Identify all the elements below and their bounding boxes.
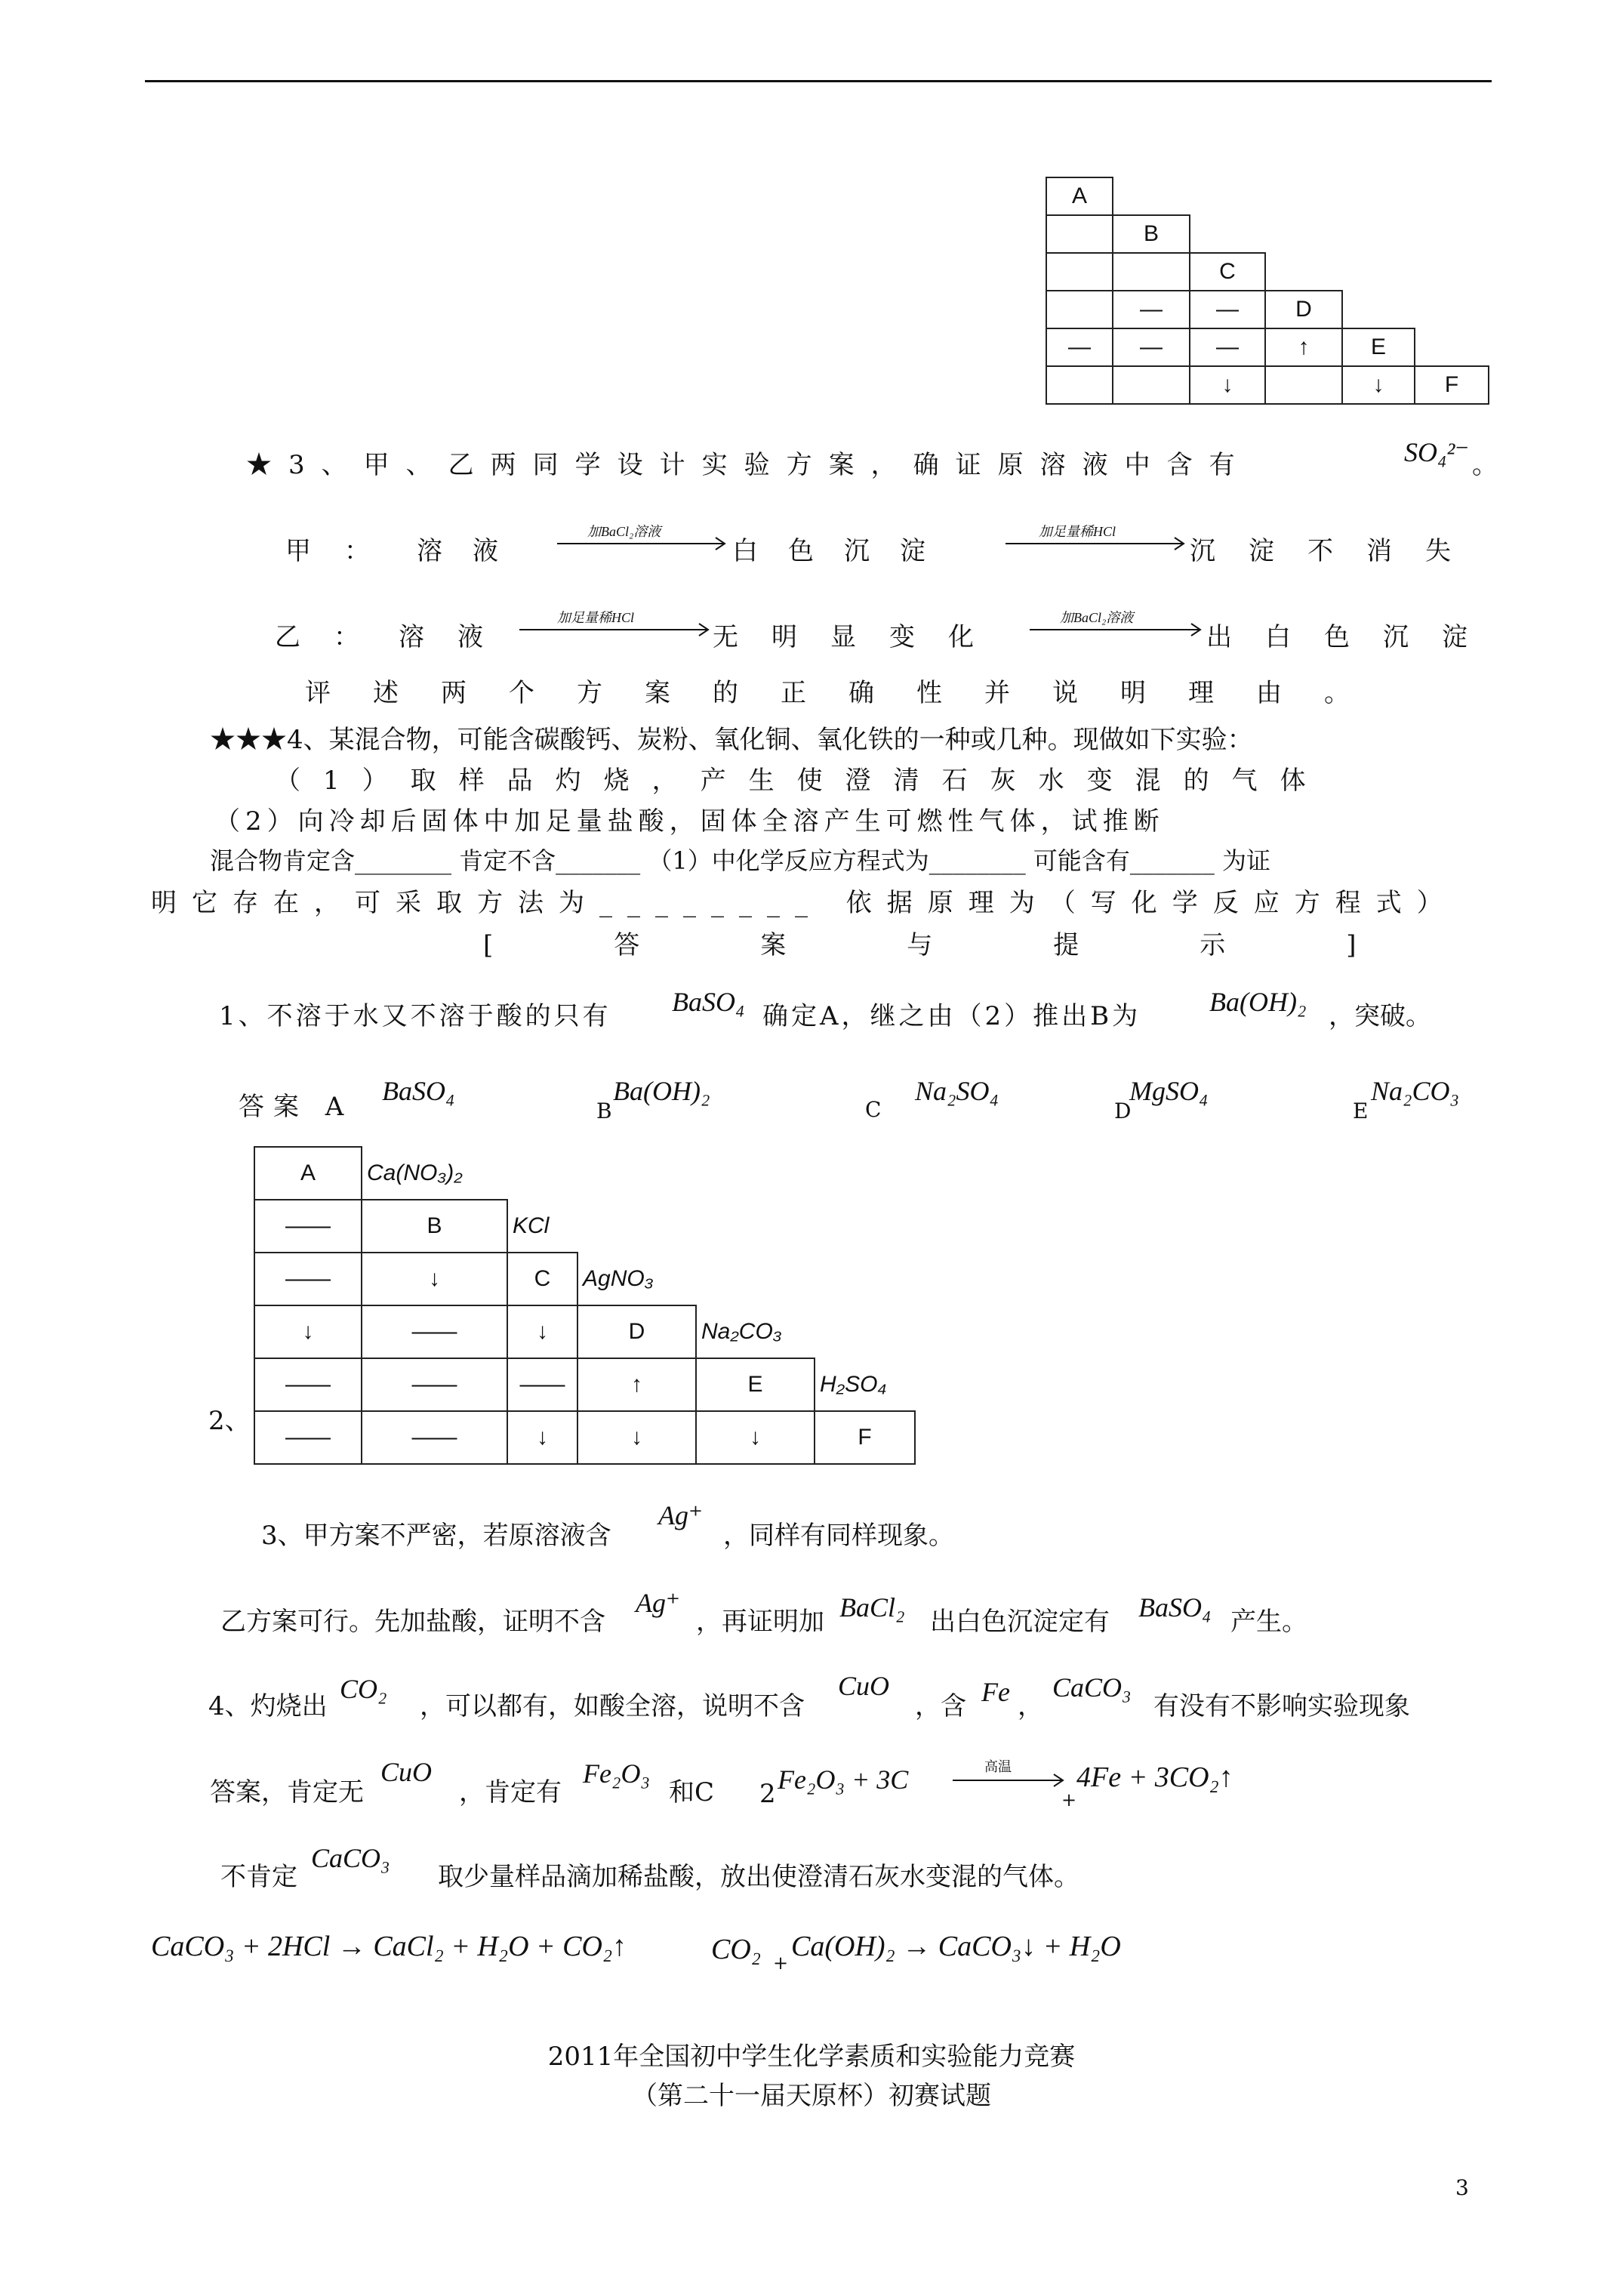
ans1-text-a: 1、不溶于水又不溶于酸的只有 (219, 1001, 611, 1031)
ans4-line1-e: 有没有不影响实验现象 (1153, 1691, 1410, 1721)
table2-row (254, 1253, 915, 1305)
table1-row (1046, 215, 1489, 253)
table1-cell: — (1113, 291, 1190, 328)
table1-row (1046, 328, 1489, 366)
ans1-text-c: ，突破。 (1329, 1001, 1431, 1031)
table1-row (1046, 291, 1489, 328)
table2-cell: B (362, 1200, 507, 1253)
precipitation-table-2 (254, 1146, 916, 1465)
table1-cell: E (1342, 328, 1415, 366)
table1-cell (1342, 291, 1415, 328)
ans3-line2-b: ，再证明加 (696, 1607, 824, 1637)
table2-empty (815, 1253, 915, 1305)
ans4-eq2-co2: CO₂ (711, 1934, 761, 1965)
ans4-eq-coefficient: 2 (759, 1779, 776, 1809)
ans1-A: BaSO₄ (382, 1076, 455, 1106)
table2-reagent-label: Ca(NO₃)₂ (367, 1160, 463, 1185)
table1-row (1046, 177, 1489, 215)
q4-line5: 明它存在，可采取方法为________ 依据原理为（写化学反应方程式） (151, 888, 1458, 918)
q3-stem: ★3、甲、乙两同学设计实验方案，确证原溶液中含有 (246, 450, 1252, 480)
q3-yi-change: 无明显变化 (713, 622, 1007, 652)
q3-jia-arrow2-condition: 加足量稀HCl (1039, 524, 1116, 539)
table2-cell: —— (507, 1358, 577, 1411)
ans4-eq2-rest: Ca(OH)₂ → CaCO₃↓ + H₂O (791, 1931, 1121, 1962)
ans4-caco3b: CaCO₃ (311, 1843, 390, 1873)
table1-cell: F (1415, 366, 1489, 404)
table1-cell (1415, 215, 1489, 253)
q3-jia-label: 甲： (285, 536, 403, 566)
table2-empty (815, 1200, 915, 1253)
table2-cell: ↓ (507, 1305, 577, 1358)
ans4-eq-condition: 高温 (984, 1759, 1012, 1774)
q3-yi-arrow2 (1030, 607, 1203, 645)
ans1-formula-baoh2: Ba(OH)₂ (1209, 987, 1307, 1017)
table2-empty (507, 1147, 577, 1200)
table1-cell: — (1046, 328, 1113, 366)
table2-reagent-label: KCl (513, 1213, 550, 1238)
table1-cell: ↑ (1265, 328, 1342, 366)
table1-cell (1046, 366, 1113, 404)
ans3-baso4: BaSO₄ (1138, 1592, 1212, 1623)
table1-cell (1265, 215, 1342, 253)
table1-cell: C (1190, 253, 1265, 291)
table2-empty (815, 1147, 915, 1200)
table1-cell (1342, 253, 1415, 291)
table2-row (254, 1200, 915, 1253)
ans1-formula-baso4: BaSO₄ (672, 987, 745, 1017)
ans4-cuo2: CuO (380, 1757, 433, 1787)
table2-empty (696, 1200, 815, 1253)
table2-cell: —— (254, 1411, 362, 1464)
table1-cell (1265, 253, 1342, 291)
page-number: 3 (1455, 2175, 1469, 2200)
table1-cell (1265, 366, 1342, 404)
table2-cell: —— (362, 1305, 507, 1358)
table2-cell: ↓ (254, 1305, 362, 1358)
table1-cell (1046, 215, 1113, 253)
table1-row (1046, 366, 1489, 404)
table1-cell (1113, 253, 1190, 291)
table2-cell: C (507, 1253, 577, 1305)
ans1-D-label: D (1114, 1099, 1132, 1123)
table2-empty (577, 1147, 696, 1200)
q3-yi-arrow2-condition: 加BaCl₂溶液 (1060, 610, 1134, 625)
table1-cell: — (1113, 328, 1190, 366)
ans4-eq-plus: + (1061, 1789, 1077, 1811)
contest-title: 2011年全国初中学生化学素质和实验能力竞赛 (547, 2042, 1076, 2072)
ans4-line1-a: 4、灼烧出 (208, 1691, 328, 1721)
table2-reagent-label: H₂SO₄ (820, 1371, 887, 1397)
table2-empty (696, 1147, 815, 1200)
q4-line1: ★★★4、某混合物，可能含碳酸钙、炭粉、氧化铜、氧化铁的一种或几种。现做如下实验： (210, 725, 1253, 755)
table1-cell (1342, 215, 1415, 253)
ans4-co2: CO₂ (340, 1674, 387, 1704)
table1-cell (1415, 253, 1489, 291)
table1-cell (1046, 291, 1113, 328)
ans3-ion2: Ag⁺ (636, 1588, 680, 1618)
table2-cell: D (577, 1305, 696, 1358)
ans4-line3-a: 不肯定 (220, 1862, 297, 1892)
q3-yi-label: 乙： (275, 622, 393, 652)
q3-yi-result: 出白色沉淀 (1206, 622, 1501, 652)
table2-cell: ↓ (577, 1411, 696, 1464)
answers-header: [答案与提示] (483, 930, 1477, 960)
ans4-line2-b: ，肯定有 (459, 1777, 562, 1808)
ans1-E: Na₂CO₃ (1371, 1076, 1460, 1106)
table1-cell (1113, 366, 1190, 404)
ans4-line2-c: 和C (669, 1777, 715, 1808)
table1-cell: D (1265, 291, 1342, 328)
q3-jia-solution: 溶液 (417, 536, 528, 566)
table1-cell: — (1190, 328, 1265, 366)
q4-line2: （1）取样品灼烧，产生使澄清石灰水变混的气体 (275, 766, 1329, 796)
table2-reagent-label: Na₂CO₃ (701, 1318, 782, 1344)
q3-jia-result: 沉淀不消失 (1190, 536, 1484, 566)
q3-jia-arrow1 (557, 521, 728, 559)
table2-empty (696, 1253, 815, 1305)
ans1-D: MgSO₄ (1129, 1076, 1209, 1106)
ans4-line1-b: ，可以都有，如酸全溶，说明不含 (420, 1691, 805, 1721)
ans1-E-label: E (1353, 1099, 1369, 1123)
table2-empty (577, 1200, 696, 1253)
ans1-C: Na₂SO₄ (915, 1076, 999, 1106)
q3-end: 。 (1472, 450, 1498, 480)
ans4-eq-right: 4Fe + 3CO₂↑ (1076, 1761, 1233, 1793)
table2-cell: —— (254, 1200, 362, 1253)
q3-yi-arrow1 (519, 607, 711, 645)
table2-cell: ↓ (362, 1253, 507, 1305)
ans3-line2-c: 出白色沉淀定有 (930, 1607, 1110, 1637)
table2-cell: ↓ (507, 1411, 577, 1464)
ans1-B: Ba(OH)₂ (613, 1076, 710, 1106)
table1-cell (1342, 177, 1415, 215)
table2-cell: —— (254, 1358, 362, 1411)
table2-cell: —— (362, 1411, 507, 1464)
table2-row (254, 1358, 915, 1411)
ans4-line1-c: ，含 (915, 1691, 966, 1721)
table2-reagent-label: AgNO₃ (583, 1265, 654, 1291)
ans3-line1-b: ，同样有同样现象。 (723, 1521, 954, 1551)
ans4-caco3: CaCO₃ (1052, 1672, 1132, 1703)
ans1-answer-label: 答案 A (239, 1092, 353, 1122)
table2-cell: E (696, 1358, 815, 1411)
table2-cell: ↑ (577, 1358, 696, 1411)
q4-line4: 混合物肯定含________ 肯定不含_______ （1）中化学反应方程式为________ 可能含有_______ 为证 (210, 846, 1271, 875)
ans2-number: 2、 (208, 1406, 251, 1436)
ans3-bacl2: BaCl₂ (839, 1592, 905, 1623)
ans1-B-label: B (596, 1099, 612, 1123)
precipitation-table-1 (1046, 177, 1489, 405)
q3-yi-arrow1-condition: 加足量稀HCl (557, 610, 635, 625)
table2-cell: ↓ (696, 1411, 815, 1464)
table1-cell (1415, 291, 1489, 328)
ans3-line2-a: 乙方案可行。先加盐酸，证明不含 (220, 1607, 605, 1637)
ans4-line1-d: ， (1018, 1691, 1043, 1721)
table1-cell (1190, 215, 1265, 253)
table2-cell: F (815, 1411, 915, 1464)
table2-cell: A (254, 1147, 362, 1200)
q3-jia-precipitate: 白色沉淀 (732, 536, 956, 566)
ans1-C-label: C (865, 1097, 882, 1122)
ans3-line2-d: 产生。 (1230, 1607, 1307, 1637)
table1-cell: B (1113, 215, 1190, 253)
contest-subtitle: （第二十一届天原杯）初赛试题 (632, 2081, 991, 2111)
q3-jia-arrow1-condition: 加BaCl₂溶液 (587, 524, 661, 539)
table1-cell (1190, 177, 1265, 215)
ans4-eq2-plus: + (773, 1952, 789, 1974)
table2-row (254, 1411, 915, 1464)
ans4-line3-b: 取少量样品滴加稀盐酸，放出使澄清石灰水变混的气体。 (438, 1862, 1079, 1892)
table1-cell (1265, 177, 1342, 215)
table2-cell: —— (254, 1253, 362, 1305)
header-rule (145, 80, 1492, 82)
table2-row (254, 1147, 915, 1200)
table1-cell (1415, 328, 1489, 366)
table1-cell: — (1190, 291, 1265, 328)
ans4-cuo: CuO (838, 1671, 890, 1701)
ans4-eq-left: Fe₂O₃ + 3C (778, 1764, 909, 1795)
table1-row (1046, 253, 1489, 291)
q3-yi-solution: 溶液 (399, 622, 516, 652)
ans4-eq1: CaCO₃ + 2HCl → CaCl₂ + H₂O + CO₂↑ (151, 1931, 627, 1962)
table2-cell: —— (362, 1358, 507, 1411)
table1-cell (1113, 177, 1190, 215)
table2-empty (815, 1305, 915, 1358)
q4-line3: （2）向冷却后固体中加足量盐酸，固体全溶产生可燃性气体，试推断 (214, 806, 1165, 837)
table1-cell (1046, 253, 1113, 291)
ans3-ion1: Ag⁺ (658, 1500, 703, 1530)
ans4-fe2o3: Fe₂O₃ (583, 1758, 650, 1789)
table1-cell: A (1046, 177, 1113, 215)
ans1-text-b: 确定A，继之由（2）推出B为 (762, 1001, 1141, 1031)
ans4-fe: Fe (981, 1677, 1010, 1707)
table2-row (254, 1305, 915, 1358)
table1-cell: ↓ (1190, 366, 1265, 404)
q3-ion: SO₄²⁻ (1404, 437, 1470, 467)
table1-cell: ↓ (1342, 366, 1415, 404)
ans3-line1-a: 3、甲方案不严密，若原溶液含 (261, 1521, 611, 1551)
q3-comment: 评述两个方案的正确性并说明理由。 (305, 678, 1392, 708)
q3-jia-arrow2 (1006, 521, 1187, 559)
ans4-line2-a: 答案，肯定无 (210, 1777, 364, 1808)
ans4-eq-arrow (953, 1756, 1066, 1794)
table1-cell (1415, 177, 1489, 215)
